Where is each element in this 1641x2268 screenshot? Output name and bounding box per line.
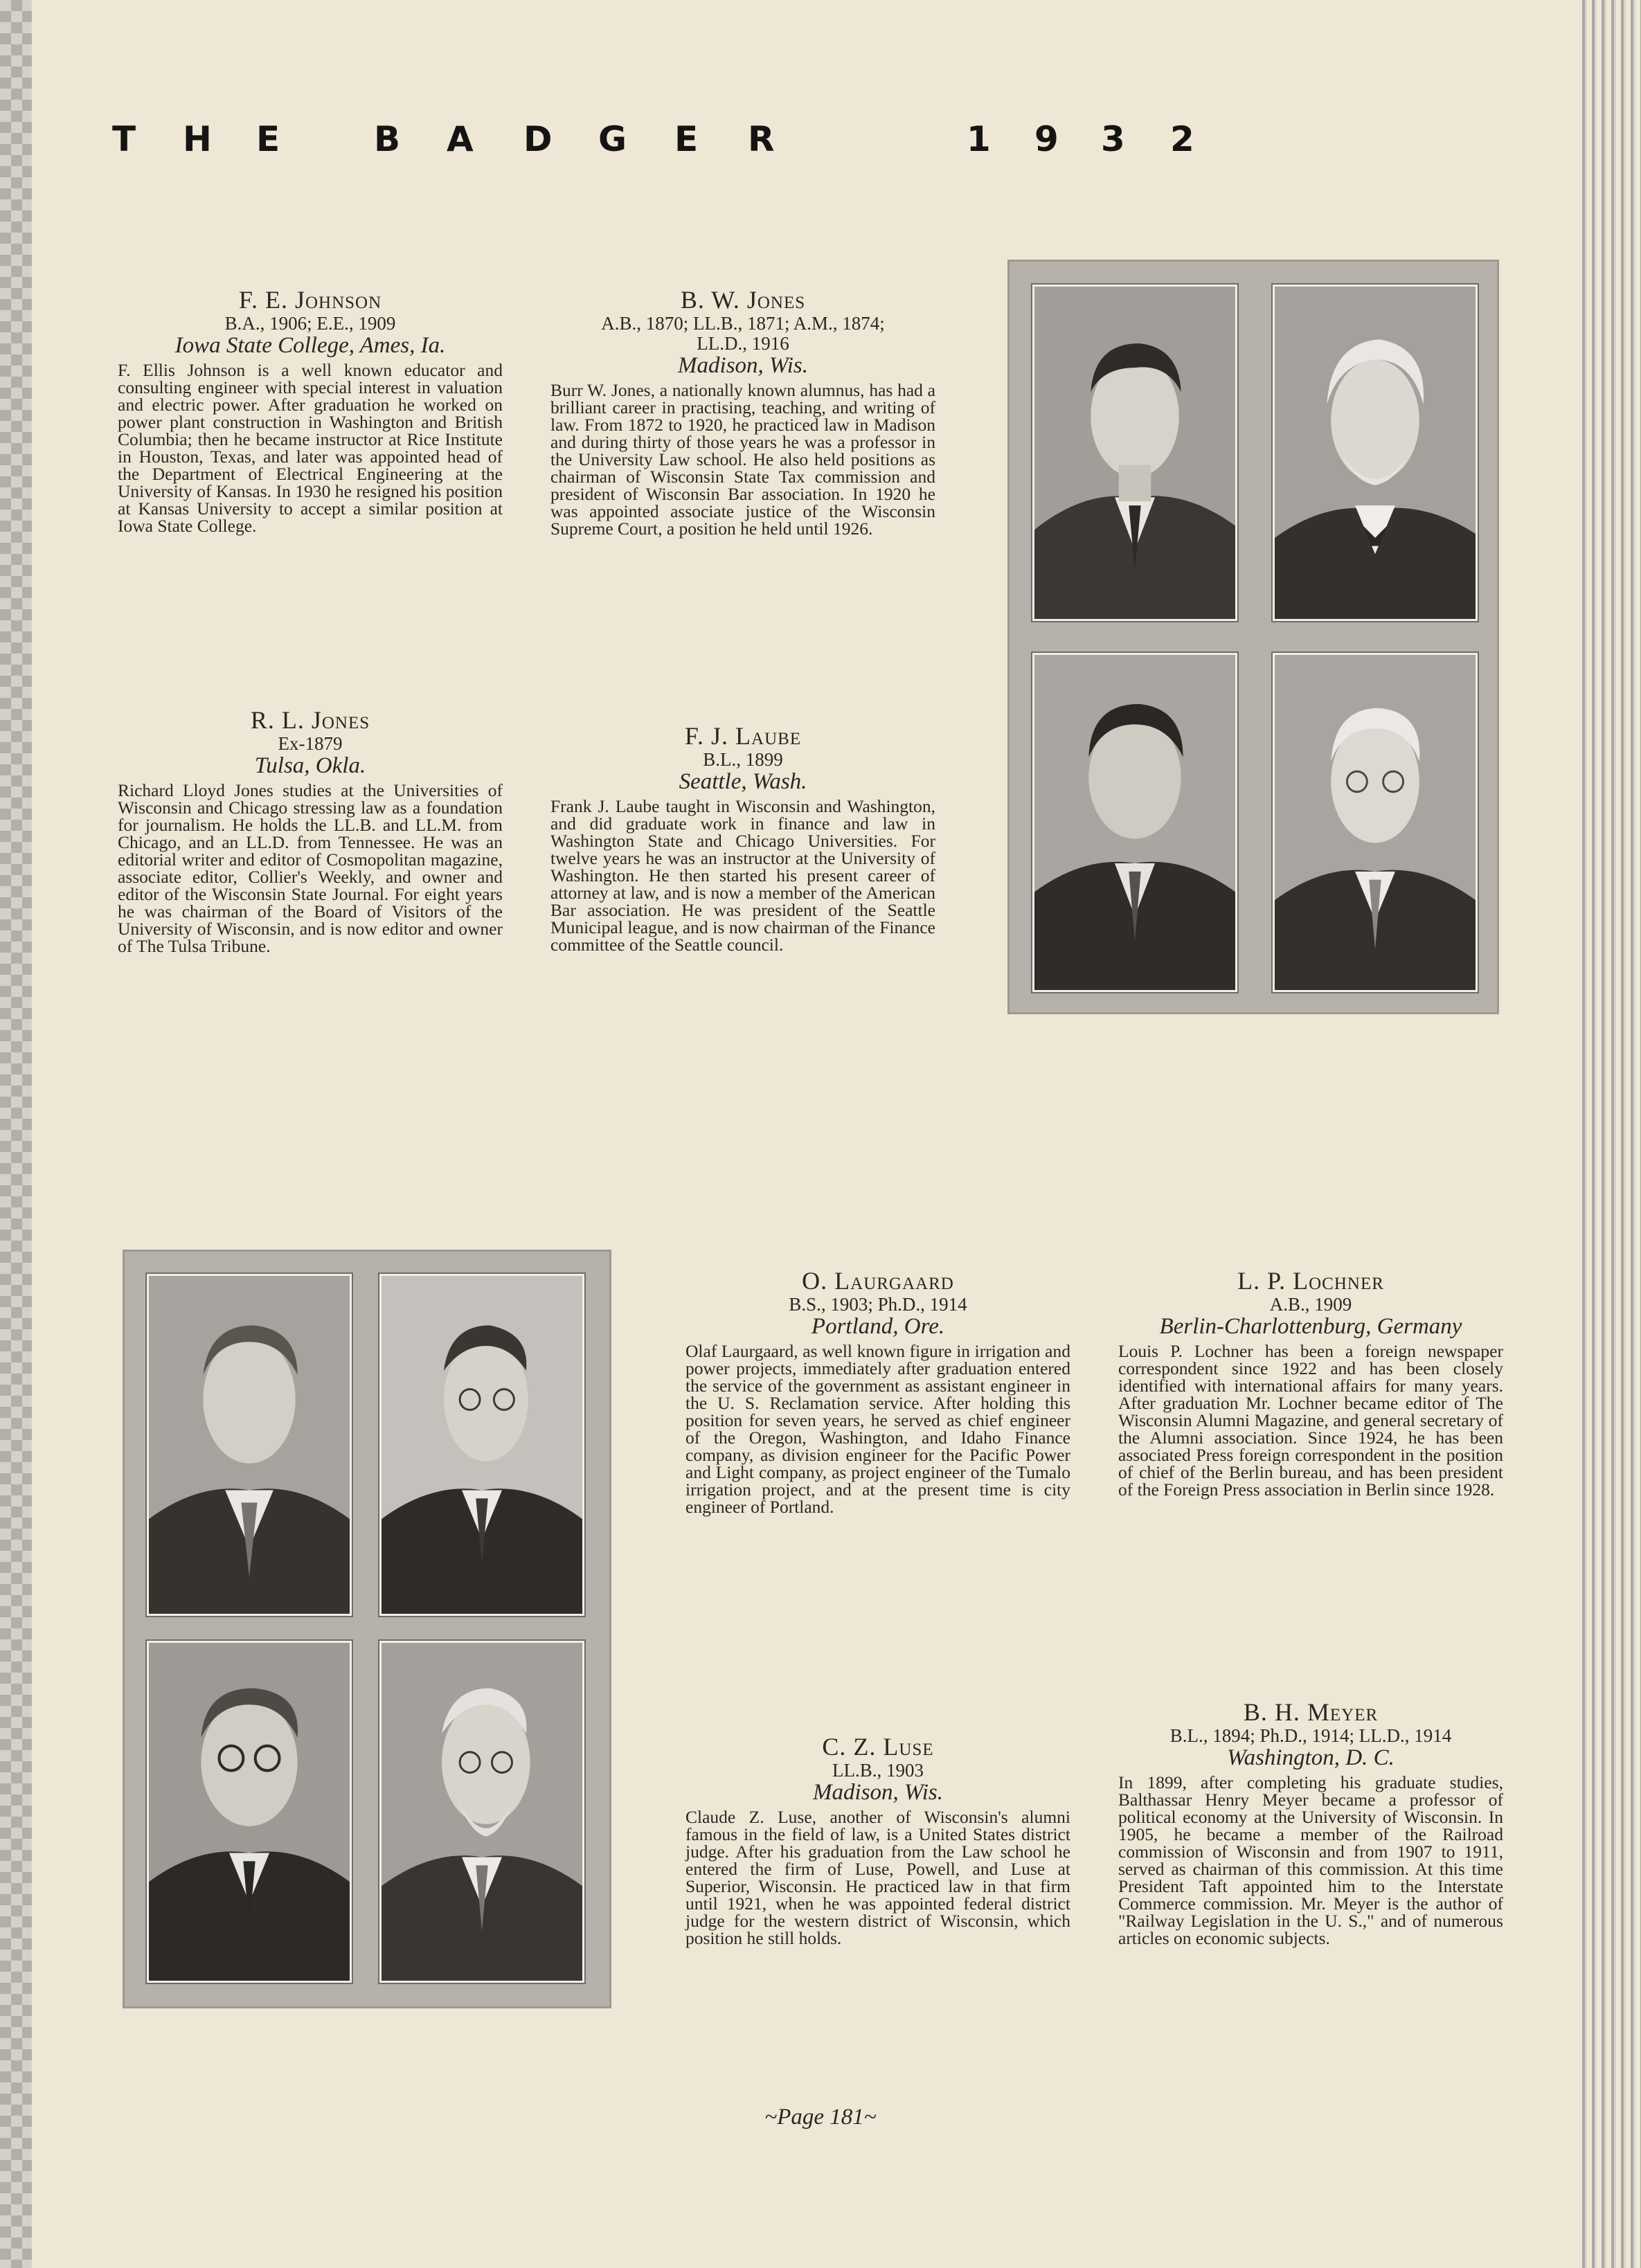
page-header xyxy=(111,119,1194,168)
entry-degrees: A.B., 1909 xyxy=(1269,1294,1352,1315)
header-letter: E xyxy=(674,119,699,159)
entry-place: Madison, Wis. xyxy=(813,1780,943,1805)
entry-laube xyxy=(550,722,935,953)
portrait-laube-image xyxy=(1275,655,1476,990)
portrait-laurgaard xyxy=(147,1274,352,1616)
entry-lochner xyxy=(1118,1267,1503,1498)
entry-bio: Olaf Laurgaard, as well known figure in irrigation and power projects, immediately after graduation entered the service of the government as assistant engineer in the U. S. Reclamation service. After holding this position for seven years, he served as chief engineer of the Oregon, Washington, and Idaho Finance company, as division engineer for the Pacific Power and Light company, as project engineer of the Tumalo irrigation project, and at the present time is city engineer of Portland. xyxy=(685,1341,1070,1517)
header-letter: R xyxy=(748,119,775,159)
entry-place: Iowa State College, Ames, Ia. xyxy=(174,333,446,358)
entry-name: F. E. Johnson xyxy=(238,286,382,314)
header-letter: H xyxy=(183,119,212,159)
header-letter: 9 xyxy=(1034,119,1059,159)
portrait-johnson-image xyxy=(1034,287,1235,619)
header-letter: E xyxy=(256,119,280,159)
entry-name: B. W. Jones xyxy=(680,286,806,314)
portrait-johnson xyxy=(1032,285,1237,621)
entry-laurgaard xyxy=(685,1267,1070,1515)
portrait-rl-jones xyxy=(1032,653,1237,992)
portrait-rl-jones-image xyxy=(1034,655,1235,990)
header-letter: T xyxy=(112,119,136,159)
entry-johnson xyxy=(118,286,503,534)
entry-name: C. Z. Luse xyxy=(822,1733,934,1761)
entry-degrees: Ex-1879 xyxy=(278,733,343,754)
entry-bio: Louis P. Lochner has been a foreign newspaper correspondent since 1922 and has been closely identified with international affairs for many years. After graduation Mr. Lochner became editor of The Wisconsin Alumni Magazine, and general secretary of the Alumni association. Since 1924, he has been associated Press foreign correspondent in the position of chief of the Berlin bureau, and has been president of the Foreign Press association in Berlin since 1928. xyxy=(1118,1341,1503,1500)
entry-degrees: B.L., 1899 xyxy=(703,749,783,770)
photo-block-bottom xyxy=(123,1250,611,2008)
entry-degrees: B.S., 1903; Ph.D., 1914 xyxy=(789,1294,967,1315)
entry-bio: F. Ellis Johnson is a well known educator and consulting engineer with special interest in valuation and electric power. After graduation he worked on power plant construction in Washington and British Columbia; then he became instructor at Rice Institute in Houston, Texas, and later was appointed head of the Department of Electrical Engineering at the University of Kansas. In 1930 he resigned his position at Kansas University to accept a similar position at Iowa State College. xyxy=(118,360,503,536)
entry-bio: In 1899, after completing his graduate studies, Balthassar Henry Meyer became a professor of political economy at the University of Wisconsin. In 1905, he became a member of the Railroad commission of Wisconsin and from 1907 to 1911, served as chairman of this commission. At this time President Taft appointed him to the Interstate Commerce commission. Mr. Meyer is the author of "Railway Legislation in the U. S.," and of numerous articles on economic subjects. xyxy=(1118,1772,1503,1948)
header-letter: B xyxy=(374,119,401,159)
entry-bio: Claude Z. Luse, another of Wisconsin's alumni famous in the field of law, is a United States district judge. After his graduation from the Law school he entered the firm of Luse, Powell, and Luse at Superior, Wisconsin. He practiced law in that firm until 1921, when he was appointed federal district judge for the western district of Wisconsin, which position he still holds. xyxy=(685,1807,1070,1948)
entry-degrees: A.B., 1870; LL.B., 1871; A.M., 1874; xyxy=(601,313,885,334)
portrait-meyer xyxy=(379,1641,584,1983)
page-number: ~Page 181~ xyxy=(764,2105,877,2130)
entry-degrees: B.L., 1894; Ph.D., 1914; LL.D., 1914 xyxy=(1169,1725,1452,1746)
entry-place: Berlin-Charlottenburg, Germany xyxy=(1159,1314,1462,1339)
header-letter: D xyxy=(523,119,553,159)
entry-degrees: LL.B., 1903 xyxy=(832,1760,924,1781)
decorative-left-border xyxy=(0,0,32,2268)
entry-degrees: B.A., 1906; E.E., 1909 xyxy=(224,313,396,334)
portrait-meyer-image xyxy=(382,1643,582,1981)
decorative-right-stripes xyxy=(1577,0,1641,2268)
header-letter: 1 xyxy=(967,119,991,159)
entry-bio: Richard Lloyd Jones studies at the Universities of Wisconsin and Chicago stressing law as a foundation for journalism. He holds the LL.B. and LL.M. from Chicago, and an LL.D. from Tennessee. He was an editorial writer and editor of Cosmopolitan magazine, associate editor, Collier's Weekly, and owner and editor of the Wisconsin State Journal. For eight years he was chairman of the Board of Visitors of the University of Wisconsin, and is now editor and owner of The Tulsa Tribune. xyxy=(118,780,503,956)
entry-luse xyxy=(685,1733,1070,1947)
entry-rl-jones xyxy=(118,706,503,955)
photo-block-top xyxy=(1007,260,1499,1014)
portrait-laube xyxy=(1273,653,1478,992)
header-letter: 3 xyxy=(1101,119,1125,159)
entry-name: L. P. Lochner xyxy=(1237,1267,1384,1295)
entry-place: Portland, Ore. xyxy=(811,1314,945,1339)
portrait-luse-image xyxy=(149,1643,350,1981)
entry-bw-jones xyxy=(550,286,935,537)
entry-place: Washington, D. C. xyxy=(1227,1745,1395,1770)
entry-place: Seattle, Wash. xyxy=(679,769,807,794)
entry-name: R. L. Jones xyxy=(250,706,370,734)
entry-bio: Frank J. Laube taught in Wisconsin and Washington, and did graduate work in finance and law in Washington State and Chicago Universities. For twelve years he was an instructor at the University of Washington. He then started his present career of attorney at law, and is now a member of the American Bar association. He was president of the Seattle Municipal league, and is now chairman of the Finance committee of the Seattle council. xyxy=(550,796,935,955)
entry-place: Madison, Wis. xyxy=(678,353,808,378)
entry-meyer xyxy=(1118,1698,1503,1947)
header-letter: A xyxy=(447,119,474,159)
header-letter: G xyxy=(598,119,627,159)
entry-place: Tulsa, Okla. xyxy=(254,753,366,778)
entry-name: F. J. Laube xyxy=(684,722,802,750)
portrait-lochner-image xyxy=(382,1276,582,1614)
portrait-laurgaard-image xyxy=(149,1276,350,1614)
entry-name: O. Laurgaard xyxy=(802,1267,954,1295)
header-letter: 2 xyxy=(1170,119,1194,159)
portrait-bw-jones-image xyxy=(1275,287,1476,619)
entry-bio: Burr W. Jones, a nationally known alumnus, has had a brilliant career in practising, teaching, and writing of law. From 1872 to 1920, he practiced law in Madison and during thirty of those years he was a professor in the University Law school. He also held positions as chairman of Wisconsin State Tax commission and president of Wisconsin Bar association. In 1920 he was appointed associate justice of the Wisconsin Supreme Court, a position he held until 1926. xyxy=(550,380,935,539)
entry-degrees-2: LL.D., 1916 xyxy=(697,333,789,354)
portrait-bw-jones xyxy=(1273,285,1478,621)
portrait-luse xyxy=(147,1641,352,1983)
portrait-lochner xyxy=(379,1274,584,1616)
entry-name: B. H. Meyer xyxy=(1243,1698,1379,1726)
